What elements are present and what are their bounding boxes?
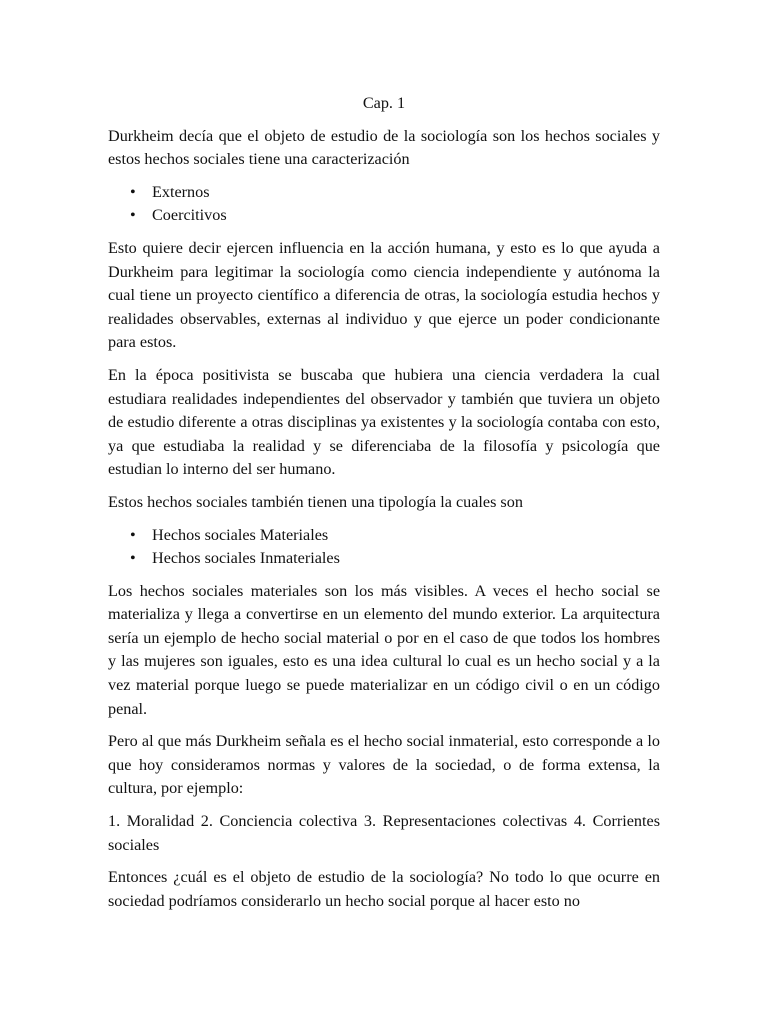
bullet-icon: • [130,549,136,568]
bullet-icon: • [130,206,136,225]
bullet-icon: • [130,182,136,201]
list-item-label: Externos [152,182,210,201]
influence-paragraph: Esto quiere decir ejercen influencia en la acción humana, y esto es lo que ayuda a Durkheim para legitimar la sociología como ciencia independiente y autónoma la cual tiene un proyecto científico a diferencia de otras, la sociología estudia hechos y realidades observables, externas al individuo y que ejerce un poder condicionante para estos. [108,238,660,352]
list-item [108,547,660,571]
list-item-label: Hechos sociales Inmateriales [152,549,340,568]
object-of-study-paragraph: Entonces ¿cuál es el objeto de estudio de la sociología? No todo lo que ocurre en sociedad podríamos considerarlo un hecho social porque al hacer esto no [108,868,660,910]
examples-paragraph: 1. Moralidad 2. Conciencia colectiva 3. Representaciones colectivas 4. Corrientes sociales [108,812,660,854]
list-item-label: Coercitivos [152,206,227,225]
document-page [108,92,660,922]
list-item [108,204,660,228]
positivist-paragraph: En la época positivista se buscaba que hubiera una ciencia verdadera la cual estudiara realidades independientes del observador y también que tuviera un objeto de estudio diferente a otras disciplinas ya existentes y la sociología contaba con esto, ya que estudiaba la realidad y se diferenciaba de la filosofía y psicología que estudian lo interno del ser humano. [108,365,660,479]
list-item [108,181,660,205]
bullet-icon: • [130,525,136,544]
material-facts-paragraph: Los hechos sociales materiales son los más visibles. A veces el hecho social se materializa y llega a convertirse en un elemento del mundo exterior. La arquitectura sería un ejemplo de hecho social material o por en el caso de que todos los hombres y las mujeres son iguales, esto es una idea cultural lo cual es un hecho social y a la vez material porque luego se puede materializar en un código civil o en un código penal. [108,581,660,718]
list-item [108,524,660,548]
chapter-title: Cap. 1 [362,94,406,112]
typology-list [108,524,660,571]
intro-paragraph: Durkheim decía que el objeto de estudio de la sociología son los hechos sociales y estos hechos sociales tiene una caracterización [108,126,660,169]
immaterial-facts-paragraph: Pero al que más Durkheim señala es el hecho social inmaterial, esto corresponde a lo que hoy consideramos normas y valores de la sociedad, o de forma extensa, la cultura, por ejemplo: [108,732,660,798]
typology-paragraph: Estos hechos sociales también tienen una tipología la cuales son [108,492,523,511]
list-item-label: Hechos sociales Materiales [152,525,329,544]
characteristics-list [108,181,660,228]
